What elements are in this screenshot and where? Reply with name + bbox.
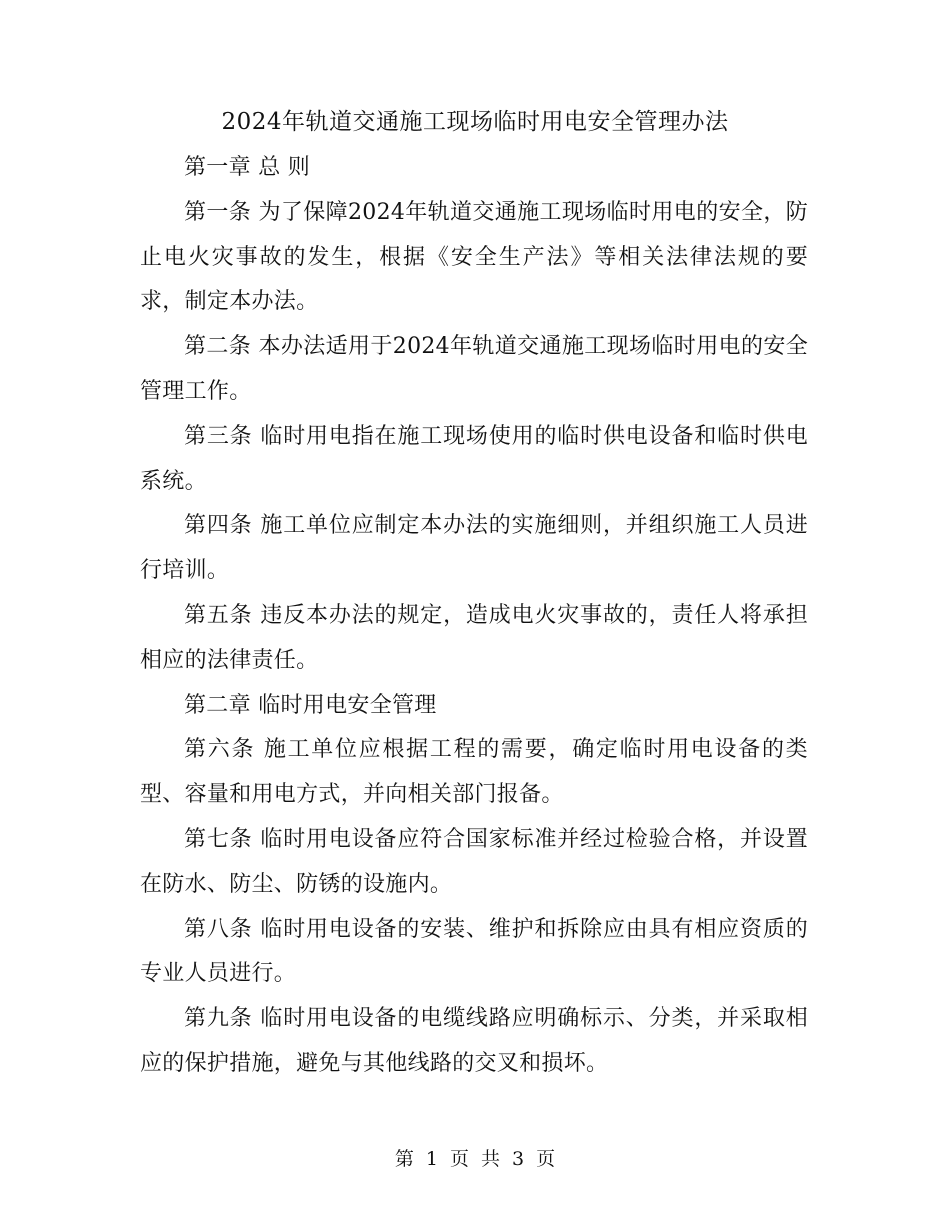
chapter-heading-1: 第一章 总 则 bbox=[184, 155, 311, 180]
article-9: 第九条 临时用电设备的电缆线路应明确标示、分类，并采取相应的保护措施，避免与其他线路的交叉和损坏。 bbox=[140, 1006, 808, 1076]
article-4: 第四条 施工单位应制定本办法的实施细则，并组织施工人员进行培训。 bbox=[140, 513, 808, 584]
article-6: 第六条 施工单位应根据工程的需要，确定临时用电设备的类型、容量和用电方式，并向相关部门报备。 bbox=[140, 737, 808, 808]
chapter-heading-2: 第二章 临时用电安全管理 bbox=[184, 692, 437, 718]
document-body bbox=[140, 146, 808, 1087]
article-5: 第五条 违反本办法的规定，造成电火灾事故的，责任人将承担相应的法律责任。 bbox=[140, 602, 808, 673]
article-2: 第二条 本办法适用于2024年轨道交通施工现场临时用电的安全管理工作。 bbox=[140, 334, 808, 404]
article-1: 第一条 为了保障2024年轨道交通施工现场临时用电的安全，防止电火灾事故的发生，根据《安全生产法》等相关法律法规的要求，制定本办法。 bbox=[140, 199, 808, 315]
article-8: 第八条 临时用电设备的安装、维护和拆除应由具有相应资质的专业人员进行。 bbox=[140, 916, 808, 987]
document-title: 2024年轨道交通施工现场临时用电安全管理办法 bbox=[221, 109, 729, 135]
page-number-footer: 第 1 页 共 3 页 bbox=[394, 1148, 556, 1170]
article-7: 第七条 临时用电设备应符合国家标准并经过检验合格，并设置在防水、防尘、防锈的设施内。 bbox=[140, 826, 808, 897]
article-3: 第三条 临时用电指在施工现场使用的临时供电设备和临时供电系统。 bbox=[140, 423, 808, 494]
